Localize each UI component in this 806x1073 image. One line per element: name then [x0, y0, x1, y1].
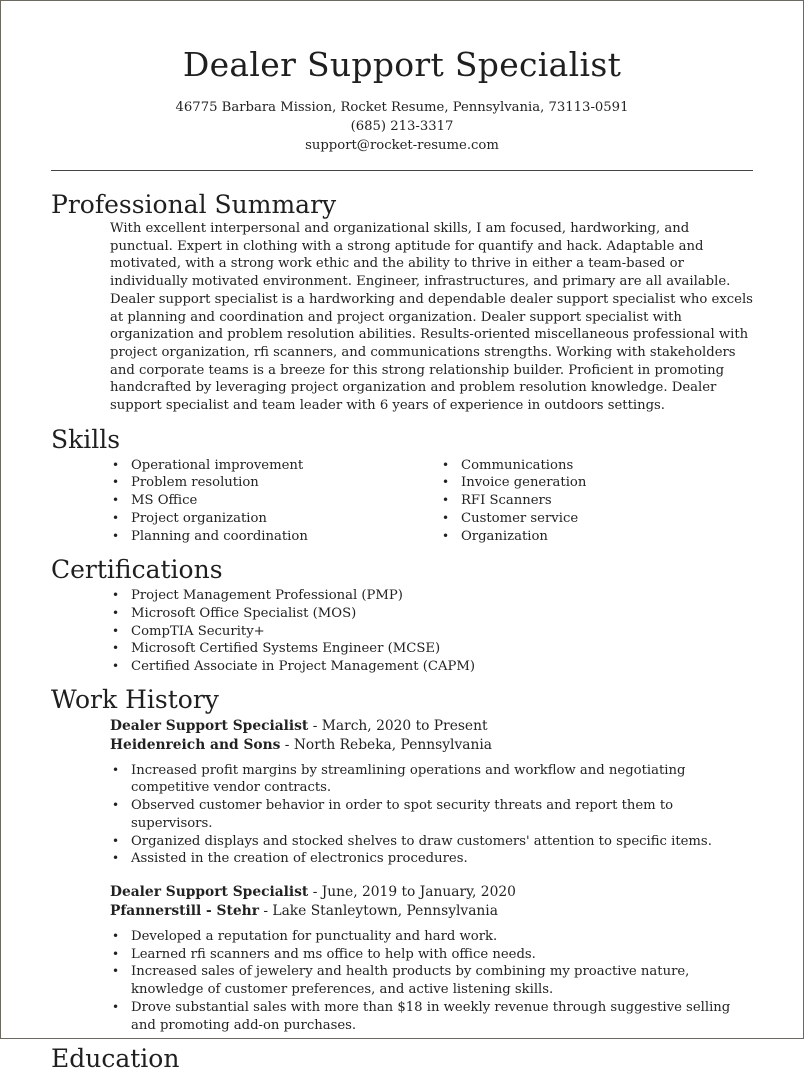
job-role: Dealer Support Specialist: [110, 883, 309, 900]
certification-item: • Certified Associate in Project Management (CAPM): [110, 658, 803, 676]
skill-item: • Problem resolution: [110, 474, 440, 492]
skill-item: • Invoice generation: [440, 474, 740, 492]
certification-item: • Project Management Professional (PMP): [110, 587, 803, 605]
job-title-line: [110, 883, 755, 902]
job-entry: [1, 883, 803, 1034]
job-duty: • Drove substantial sales with more than $18 in weekly revenue through suggestive selling and promoting add-on purchases.: [110, 999, 755, 1034]
resume-header: [1, 1, 803, 155]
skill-item: • RFI Scanners: [440, 492, 740, 510]
skills-column-left: [110, 457, 440, 546]
job-company-line: [110, 736, 755, 755]
job-duty: • Organized displays and stocked shelves to draw customers' attention to specific items.: [110, 833, 755, 851]
skills-list: [1, 457, 803, 546]
job-duty: • Increased sales of jewelery and health products by combining my proactive nature, knowledge of customer preferences, and active listening skills.: [110, 963, 755, 998]
certification-item: • Microsoft Certified Systems Engineer (MCSE): [110, 640, 803, 658]
certifications-title: Certifications: [51, 555, 223, 585]
certification-item: • CompTIA Security+: [110, 623, 803, 641]
job-duty: • Observed customer behavior in order to spot security threats and report them to supervisors.: [110, 797, 755, 832]
skill-item: • MS Office: [110, 492, 440, 510]
job-title-line: [110, 717, 755, 736]
header-divider: [51, 170, 753, 171]
job-location: - Lake Stanleytown, Pennsylvania: [258, 902, 498, 919]
job-dates: - March, 2020 to Present: [308, 717, 488, 734]
job-company: Pfannerstill - Stehr: [110, 902, 259, 919]
contact-address: 46775 Barbara Mission, Rocket Resume, Pennsylvania, 73113-0591: [175, 100, 629, 115]
skill-item: • Customer service: [440, 510, 740, 528]
certification-item: • Microsoft Office Specialist (MOS): [110, 605, 803, 623]
job-company: Heidenreich and Sons: [110, 736, 281, 753]
job-role: Dealer Support Specialist: [110, 717, 309, 734]
skill-item: • Operational improvement: [110, 457, 440, 475]
job-duty: • Learned rfi scanners and ms office to help with office needs.: [110, 946, 755, 964]
education-title: Education: [51, 1044, 180, 1073]
job-dates: - June, 2019 to January, 2020: [308, 883, 516, 900]
skills-column-right: [440, 457, 740, 546]
contact-email: support@rocket-resume.com: [305, 138, 499, 153]
skills-title: Skills: [51, 424, 121, 454]
work-history-title: Work History: [51, 684, 219, 714]
skill-item: • Communications: [440, 457, 740, 475]
summary-text: With excellent interpersonal and organizational skills, I am focused, hardworking, and punctual. Expert in clothing with a strong aptitude for quantify and hack. Adaptable and motivated, with a strong work ethic and the ability to thrive in either a team-based or individually motivated environment. Engineer, infrastructures, and primary are all available. Dealer support specialist is a hardworking and dependable dealer support specialist who excels at planning and coordination and project organization. Dealer support specialist with organization and problem resolution abilities. Results-oriented miscellaneous professional with project organization, rfi scanners, and communications strengths. Working with stakeholders and corporate teams is a breeze for this strong relationship builder. Proficient in promoting handcrafted by leveraging project organization and problem resolution knowledge. Dealer support specialist and team leader with 6 years of experience in outdoors settings.: [110, 221, 753, 414]
contact-phone: (685) 213-3317: [350, 119, 454, 134]
job-duty: • Developed a reputation for punctuality and hard work.: [110, 928, 755, 946]
skill-item: • Organization: [440, 528, 740, 546]
job-duties: [110, 762, 755, 868]
summary-title: Professional Summary: [51, 190, 337, 219]
job-duty: • Increased profit margins by streamlining operations and workflow and negotiating competitive vendor contracts.: [110, 762, 755, 797]
job-location: - North Rebeka, Pennsylvania: [280, 736, 492, 753]
skill-item: • Project organization: [110, 510, 440, 528]
job-entry: [1, 717, 803, 868]
skill-item: • Planning and coordination: [110, 528, 440, 546]
certifications-list: [1, 587, 803, 676]
candidate-name: Dealer Support Specialist: [182, 45, 622, 84]
job-duty: • Assisted in the creation of electronics procedures.: [110, 850, 755, 868]
job-company-line: [110, 902, 755, 921]
job-duties: [110, 928, 755, 1034]
